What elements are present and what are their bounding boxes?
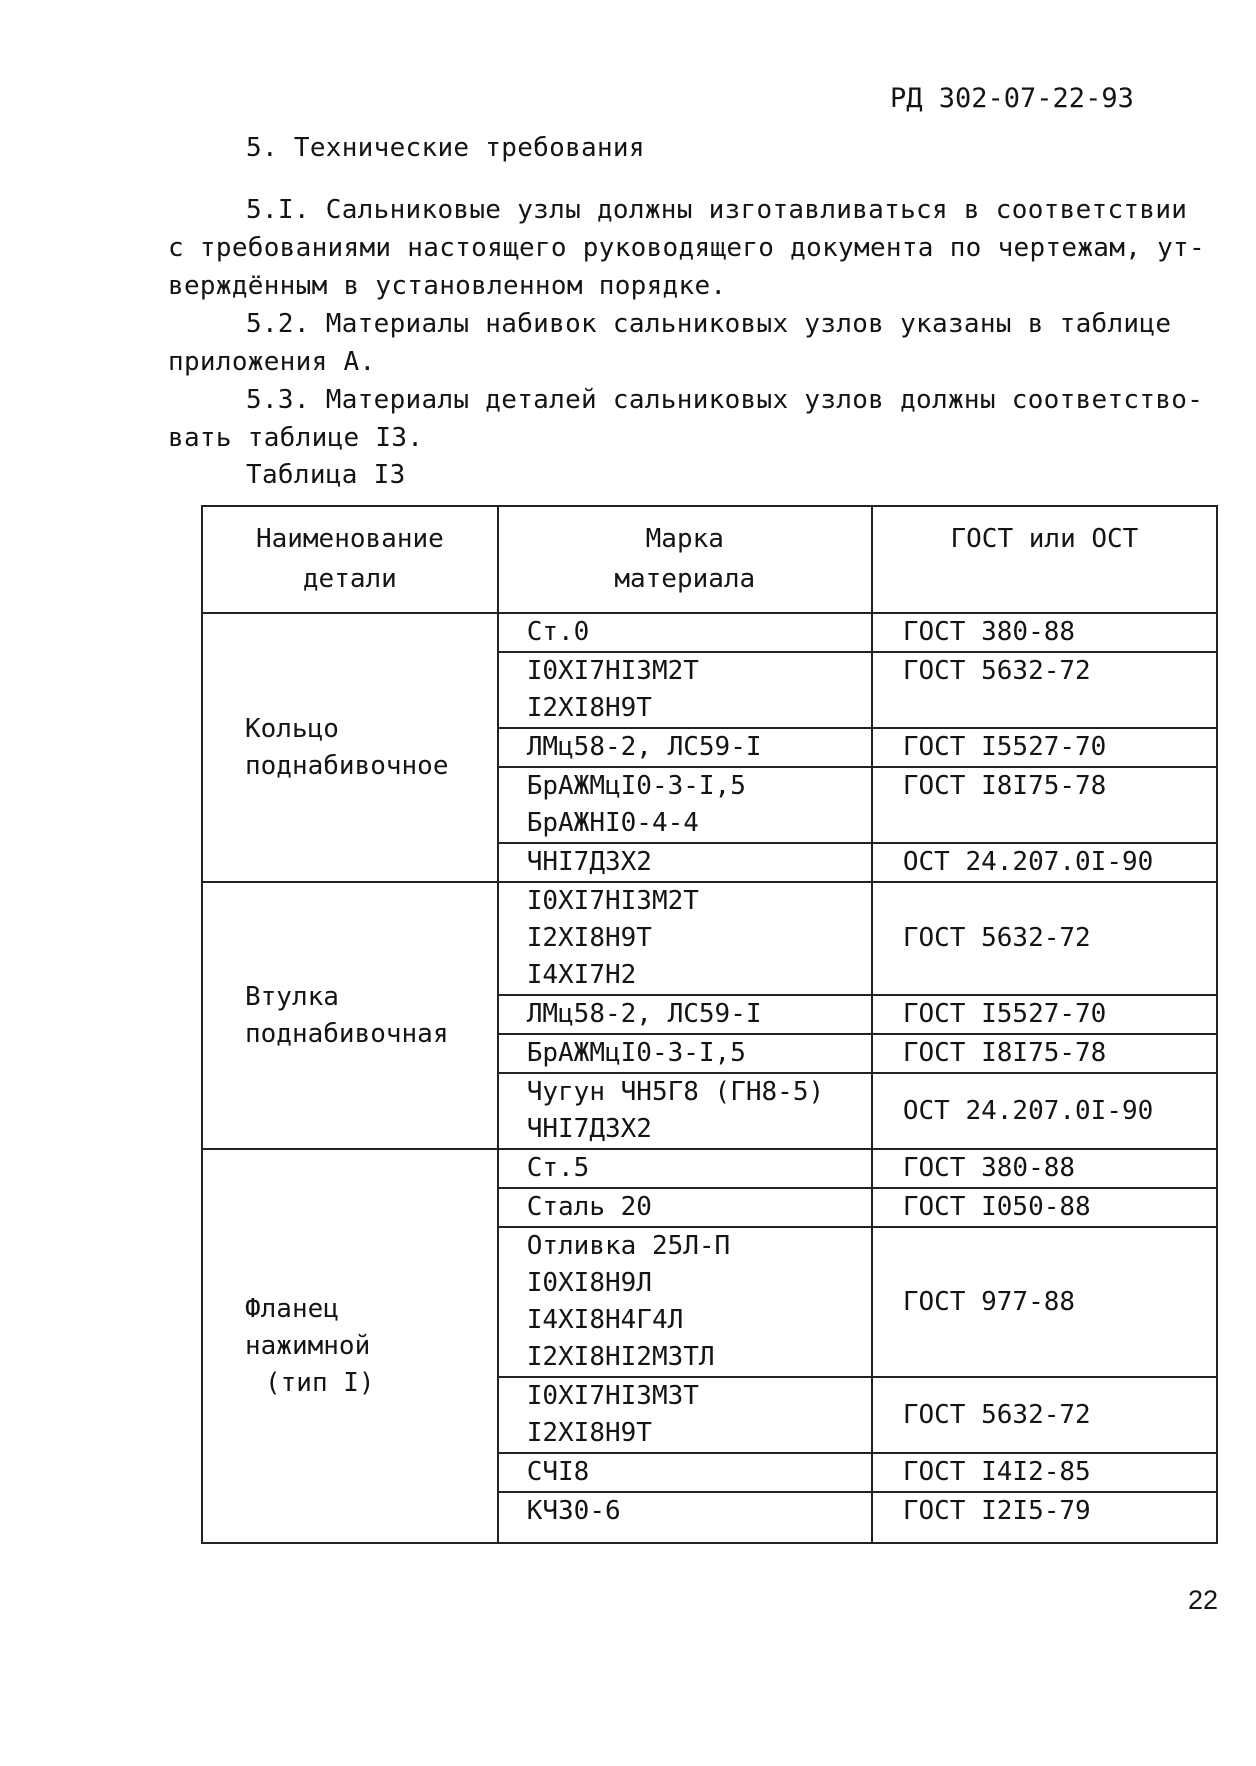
paragraph-5-2-line-2: приложения А. xyxy=(168,347,376,377)
material-cell xyxy=(498,1188,872,1227)
materials-table xyxy=(201,505,1218,1544)
material-line: БрАЖМцI0-3-I,5 xyxy=(526,1038,746,1068)
standard-cell: ГОСТ I8I75-78 xyxy=(872,767,1217,843)
paragraph-5-1-line-3: верждённым в установленном порядке. xyxy=(168,271,727,301)
table-row xyxy=(202,1149,1217,1188)
header-material-line-1: Марка xyxy=(645,524,724,554)
material-line: ЛМц58-2, ЛС59-I xyxy=(526,999,762,1029)
material-cell xyxy=(498,843,872,882)
standard-cell: ГОСТ I4I2-85 xyxy=(872,1453,1217,1492)
part-name-line: поднабивочное xyxy=(245,750,449,781)
document-code: РД 302-07-22-93 xyxy=(890,83,1134,114)
header-material xyxy=(498,506,872,613)
standard-cell: ГОСТ I5527-70 xyxy=(872,728,1217,767)
material-line: СЧI8 xyxy=(526,1457,590,1487)
standard-cell: ГОСТ I8I75-78 xyxy=(872,1034,1217,1073)
material-line: ЛМц58-2, ЛС59-I xyxy=(526,732,762,762)
header-standard-text: ГОСТ или ОСТ xyxy=(950,524,1139,554)
table-row xyxy=(202,613,1217,652)
header-part-name xyxy=(202,506,498,613)
standard-cell: ОСТ 24.207.0I-90 xyxy=(872,1073,1217,1149)
material-cell xyxy=(498,995,872,1034)
standard-cell: ГОСТ 5632-72 xyxy=(872,882,1217,995)
standard-cell: ГОСТ I5527-70 xyxy=(872,995,1217,1034)
material-line: I0XI7HI3M3T xyxy=(526,1381,699,1411)
material-cell xyxy=(498,1149,872,1188)
material-cell xyxy=(498,1492,872,1543)
material-line: БрАЖНI0-4-4 xyxy=(526,808,699,838)
part-name-cell xyxy=(202,1149,498,1543)
paragraph-5-3-line-1: 5.3. Материалы деталей сальниковых узлов должны соответство- xyxy=(246,385,1204,415)
material-cell xyxy=(498,1453,872,1492)
material-cell xyxy=(498,652,872,728)
material-cell xyxy=(498,728,872,767)
material-line: БрАЖМцI0-3-I,5 xyxy=(526,771,746,801)
material-cell xyxy=(498,1377,872,1453)
table-header-row xyxy=(202,506,1217,613)
material-cell xyxy=(498,1034,872,1073)
paragraph-5-2-line-1: 5.2. Материалы набивок сальниковых узлов указаны в таблице xyxy=(246,309,1172,339)
material-line: ЧНI7Д3X2 xyxy=(526,847,652,877)
table-row xyxy=(202,882,1217,995)
part-name-line: Втулка xyxy=(245,981,339,1012)
standard-cell: ГОСТ 380-88 xyxy=(872,613,1217,652)
material-line: I0XI7HI3M2T xyxy=(526,656,699,686)
standard-cell: ГОСТ 977-88 xyxy=(872,1227,1217,1377)
paragraph-5-3-line-2: вать таблице I3. xyxy=(168,423,424,453)
material-line: I2XI8H9T xyxy=(526,923,652,953)
material-line: Сталь 20 xyxy=(526,1192,652,1222)
material-line: I0XI7HI3M2T xyxy=(526,886,699,916)
part-name-cell xyxy=(202,613,498,882)
material-line: I2XI8H9T xyxy=(526,693,652,723)
material-cell xyxy=(498,767,872,843)
standard-cell: ГОСТ I2I5-79 xyxy=(872,1492,1217,1543)
part-name-line: нажимной xyxy=(245,1330,371,1361)
material-line: I2XI8HI2M3TЛ xyxy=(526,1342,715,1372)
standard-cell: ГОСТ 380-88 xyxy=(872,1149,1217,1188)
part-name-line: Кольцо xyxy=(245,713,339,744)
material-line: Чугун ЧН5Г8 (ГН8-5) xyxy=(526,1077,825,1107)
section-heading: 5. Технические требования xyxy=(246,133,645,163)
material-cell xyxy=(498,882,872,995)
material-line: КЧ30-6 xyxy=(526,1496,621,1526)
material-cell xyxy=(498,613,872,652)
header-standard xyxy=(872,506,1217,613)
material-line: I4XI8H4Г4Л xyxy=(526,1305,684,1335)
material-line: Ст.5 xyxy=(526,1153,590,1183)
standard-cell: ГОСТ I050-88 xyxy=(872,1188,1217,1227)
material-line: ЧНI7Д3X2 xyxy=(526,1114,652,1144)
table-caption: Таблица I3 xyxy=(246,460,406,490)
material-cell xyxy=(498,1227,872,1377)
page-number: 22 xyxy=(1188,1585,1219,1615)
material-line: Ст.0 xyxy=(526,617,590,647)
standard-cell: ОСТ 24.207.0I-90 xyxy=(872,843,1217,882)
standard-cell: ГОСТ 5632-72 xyxy=(872,1377,1217,1453)
material-line: Отливка 25Л-П xyxy=(526,1231,731,1261)
header-part-name-line-2: детали xyxy=(302,564,397,594)
part-name-line: (тип I) xyxy=(265,1367,375,1398)
part-name-line: поднабивочная xyxy=(245,1018,449,1049)
paragraph-5-1-line-2: с требованиями настоящего руководящего документа по чертежам, ут- xyxy=(168,233,1205,263)
header-material-line-2: материала xyxy=(614,564,756,594)
header-part-name-line-1: Наименование xyxy=(255,524,444,554)
standard-cell: ГОСТ 5632-72 xyxy=(872,652,1217,728)
material-cell xyxy=(498,1073,872,1149)
part-name-line: Фланец xyxy=(245,1293,339,1324)
part-name-cell xyxy=(202,882,498,1149)
material-line: I2XI8H9T xyxy=(526,1418,652,1448)
paragraph-5-1-line-1: 5.I. Сальниковые узлы должны изготавливаться в соответствии xyxy=(246,195,1188,225)
material-line: I4XI7H2 xyxy=(526,960,637,990)
material-line: I0XI8H9Л xyxy=(526,1268,652,1298)
